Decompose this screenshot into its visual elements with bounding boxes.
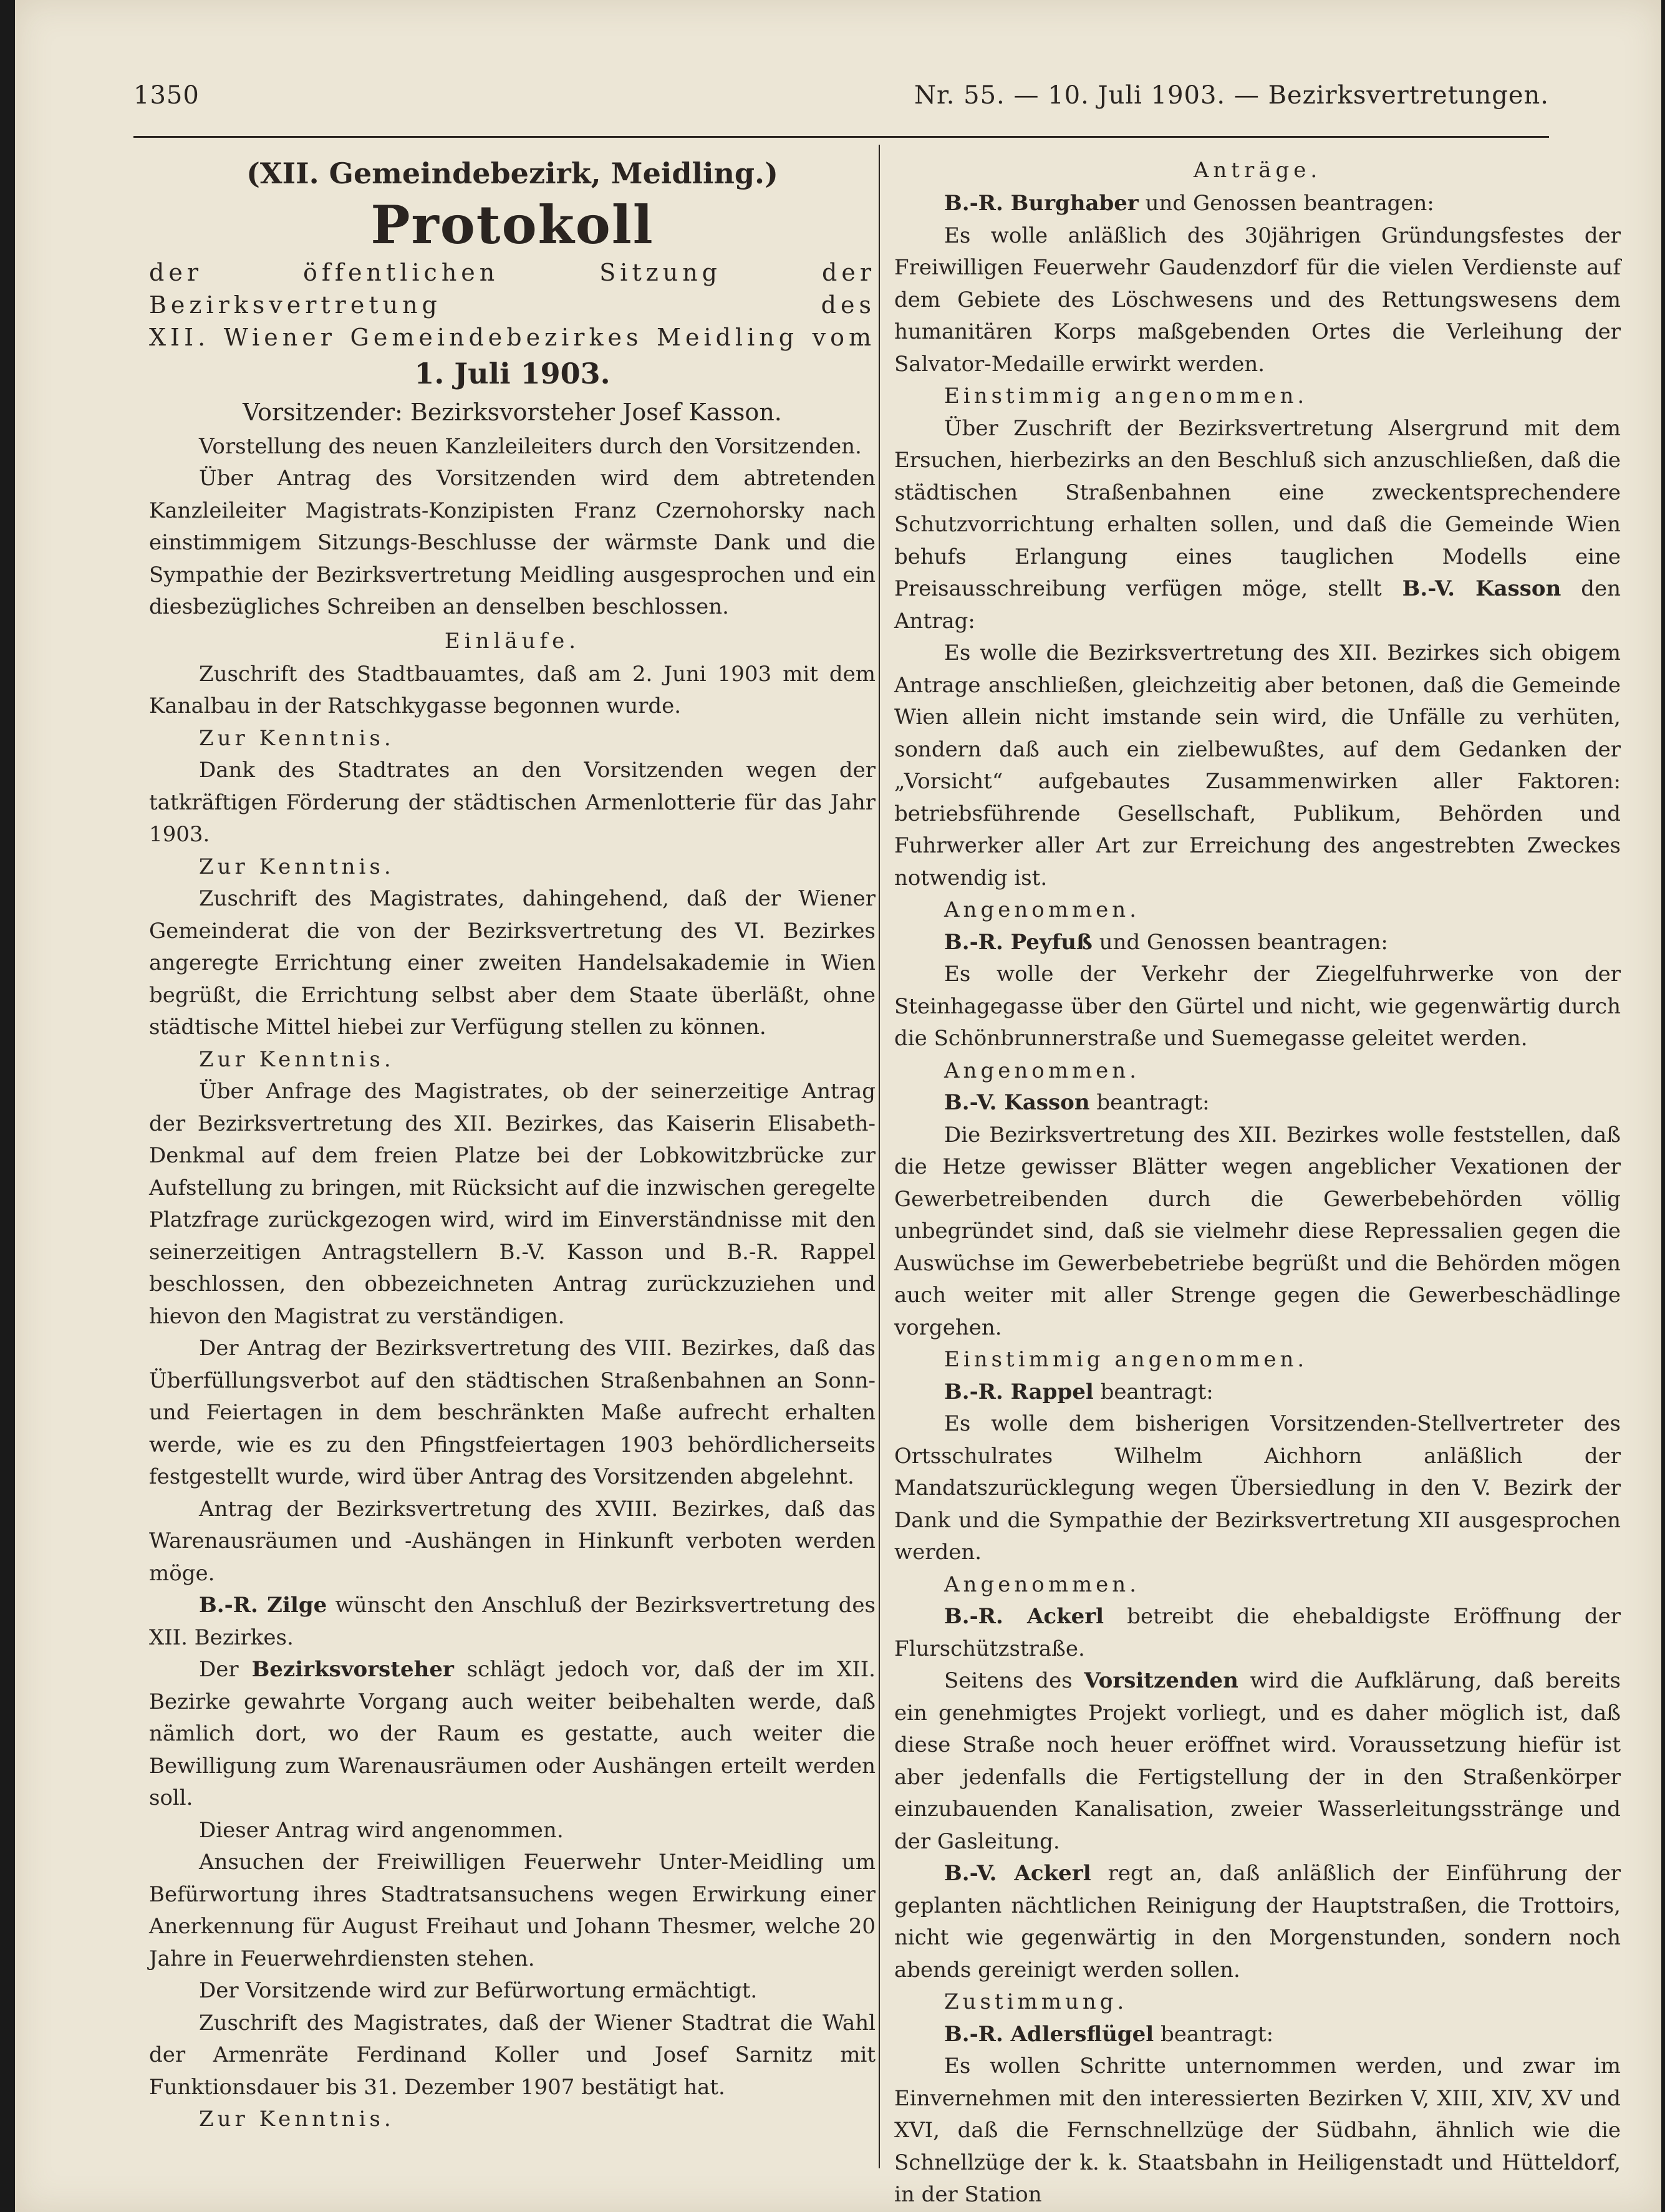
resolution: Angenommen. (944, 897, 1141, 922)
speaker-name: B.-R. Ackerl (944, 1604, 1104, 1629)
page-number: 1350 (133, 81, 200, 110)
paragraph: Über Antrag des Vorsitzenden wird dem abtretenden Kanzleileiter Magistrats-Konzipisten Franz Czernohorsky nach einstimmigem Sitzungs-Beschlusse der wärmste Dank und die Sympathie der Bezirksvertretung Meidling ausgesprochen und ein diesbezügliches Schreiben an denselben beschlossen. (149, 466, 876, 619)
paragraph: Zuschrift des Stadtbauamtes, daß am 2. Juni 1903 mit dem Kanalbau in der Ratschkygasse begonnen wurde. (149, 661, 876, 718)
paragraph: Es wolle die Bezirksvertretung des XII. Bezirkes sich obigem Antrage anschließen, gleichzeitig aber betonen, daß die Gemeinde Wien allein nicht imstande sein wird, die Unfälle zu verhüten, sondern daß auch ein zielbewußtes, auf dem Gedanken der „Vorsicht“ aufgebautes Zusammenwirken aller Faktoren: betriebsführende Gesellschaft, Publikum, Behörden und Fuhrwerker aller Art zur Erreichung des angestrebten Zweckes notwendig ist. (894, 640, 1621, 891)
resolution: Zur Kenntnis. (199, 854, 395, 879)
chair-line: Vorsitzender: Bezirksvorsteher Josef Kasson. (243, 398, 782, 426)
session-date: 1. Juli 1903. (414, 356, 610, 390)
paragraph: Der Vorsitzende wird zur Befürwortung ermächtigt. (199, 1978, 758, 2003)
paragraph (894, 1858, 1621, 1986)
header-rule (133, 136, 1549, 138)
paragraph-text: schlägt jedoch vor, daß der im XII. Bezirke gewahrte Vorgang auch weiter beibehalten werde, daß nämlich dort, wo der Raum es gestatte, auch weiter die Bewilligung zum Warenausräumen oder Aushängen erteilt werden soll. (149, 1657, 876, 1810)
resolution: Einstimmig angenommen. (944, 1347, 1308, 1372)
section-heading-antraege: Anträge. (1193, 158, 1322, 183)
speaker-name: B.-R. Rappel (944, 1379, 1094, 1404)
paragraph: Dank des Stadtrates an den Vorsitzenden wegen der tatkräftigen Förderung der städtischen Armenlotterie für das Jahr 1903. (149, 758, 876, 847)
speaker-name: Bezirksvorsteher (251, 1657, 454, 1682)
paragraph (149, 1654, 876, 1815)
paragraph: Vorstellung des neuen Kanzleileiters durch den Vorsitzenden. (199, 433, 862, 459)
paragraph (894, 188, 1621, 220)
running-title: Nr. 55. — 10. Juli 1903. — Bezirksvertretungen. (914, 81, 1549, 110)
paragraph-text: den Antrag: (894, 576, 1621, 634)
paragraph-text: beantragt: (1093, 1379, 1214, 1404)
paragraph (894, 927, 1621, 959)
paragraph-text: Über Zuschrift der Bezirksvertretung Alsergrund mit dem Ersuchen, hierbezirks an den Beschluß sich anzuschließen, daß die städtischen Straßenbahnen eine zweckentsprechendere Schutzvorrichtung erhalten sollen, und daß die Gemeinde Wien behufs Erlangung eines tauglichen Modells eine Preisausschreibung verfügen möge, stellt (894, 415, 1621, 601)
paragraph: Die Bezirksvertretung des XII. Bezirkes wolle feststellen, daß die Hetze gewisser Blätter wegen angeblicher Vexationen der Gewerbetreibenden durch die Gewerbebehörden völlig unbegründet sind, daß sie vielmehr diese Repressalien gegen die Auswüchse im Gewerbebetriebe begrüßt und die Behörden mögen auch weiter mit aller Strenge gegen die Gewerbeschädlinge vorgehen. (894, 1122, 1621, 1340)
district-heading: (XII. Gemeindebezirk, Meidling.) (246, 157, 778, 190)
paragraph: Es wollen Schritte unternommen werden, und zwar im Einvernehmen mit den interessierten Bezirken V, XIII, XIV, XV und XVI, daß die Fernschnellzüge der Südbahn, ähnlich wie die Schnellzüge der k. k. Staatsbahn in Heiligenstadt und Hütteldorf, in der Station (894, 2054, 1621, 2207)
paragraph: Ansuchen der Freiwilligen Feuerwehr Unter-Meidling um Befürwortung ihres Stadtratsansuchens wegen Erwirkung einer Anerkennung für August Freihaut und Johann Thesmer, welche 20 Jahre in Feuerwehrdiensten stehen. (149, 1850, 876, 1971)
resolution: Zur Kenntnis. (199, 1046, 395, 1072)
paragraph-text: Seitens des (944, 1668, 1084, 1693)
paragraph-text: wünscht den Anschluß der Bezirksvertretung des XII. Bezirkes. (149, 1593, 876, 1650)
paragraph-text: betreibt die ehebaldigste Eröffnung der Flurschützstraße. (894, 1604, 1621, 1661)
paragraph-text: regt an, daß anläßlich der Einführung der geplanten nächtlichen Reinigung der Hauptstraßen, die Trottoirs, nicht wie gegenwärtig in den Morgenstunden, sondern noch abends gereinigt werden sollen. (894, 1861, 1621, 1983)
right-column (894, 153, 1621, 2211)
paragraph (894, 1087, 1621, 1119)
resolution: Zustimmung. (944, 1989, 1128, 2014)
paragraph (894, 1376, 1621, 1409)
speaker-name: B.-R. Peyfuß (944, 929, 1093, 955)
column-divider (879, 145, 880, 2168)
paragraph: Es wolle anläßlich des 30jährigen Gründungsfestes der Freiwilligen Feuerwehr Gaudenzdorf für die vielen Verdienste auf dem Gebiete des Löschwesens und des Rettungswesens dem humanitären Korps maßgebenden Ortes die Verleihung der Salvator-Medaille erwirkt werden. (894, 223, 1621, 377)
resolution: Zur Kenntnis. (199, 725, 395, 751)
paragraph-text: und Genossen beantragen: (1138, 191, 1434, 216)
paragraph-text: Der (199, 1657, 252, 1682)
newspaper-page (15, 0, 1661, 2212)
paragraph: Der Antrag der Bezirksvertretung des VIII. Bezirkes, daß das Überfüllungsverbot auf den städtischen Straßenbahnen an Sonn- und Feiertagen in dem beschränkten Maße aufrecht erhalten werde, wie es zu den Pfingstfeiertagen 1903 behördlicherseits festgestellt wurde, wird über Antrag des Vorsitzenden abgelehnt. (149, 1336, 876, 1489)
paragraph (894, 1601, 1621, 1665)
speaker-name: B.-R. Burghaber (944, 191, 1139, 216)
paragraph (894, 1665, 1621, 1858)
speaker-name: B.-R. Adlersflügel (944, 2021, 1154, 2047)
page-header (133, 81, 1549, 131)
subtitle-line-1: der öffentlichen Sitzung der Bezirksvertretung des (149, 258, 876, 319)
resolution: Zur Kenntnis. (199, 2107, 395, 2132)
subtitle-line-2: XII. Wiener Gemeindebezirkes Meidling vom (149, 323, 876, 351)
paragraph: Antrag der Bezirksvertretung des XVIII. Bezirkes, daß das Warenausräumen und -Aushängen in Hinkunft verboten werden möge. (149, 1496, 876, 1586)
paragraph: Es wolle der Verkehr der Ziegelfuhrwerke von der Steinhagegasse über den Gürtel und nicht, wie gegenwärtig durch die Schönbrunnerstraße und Suemegasse geleitet werden. (894, 962, 1621, 1051)
paragraph: Zuschrift des Magistrates, daß der Wiener Stadtrat die Wahl der Armenräte Ferdinand Koller und Josef Sarnitz mit Funktionsdauer bis 31. Dezember 1907 bestätigt hat. (149, 2010, 876, 2100)
paragraph (894, 2019, 1621, 2051)
paragraph: Dieser Antrag wird angenommen. (199, 1817, 564, 1843)
paragraph (149, 1590, 876, 1654)
left-column (149, 153, 876, 2136)
speaker-name: B.-V. Ackerl (944, 1861, 1091, 1886)
resolution: Einstimmig angenommen. (944, 384, 1308, 408)
paragraph-text: wird die Aufklärung, daß bereits ein genehmigtes Projekt vorliegt, und es daher möglich ist, daß diese Straße noch heuer eröffnet wird. Voraussetzung hiefür ist aber jedenfalls die Fertigstellung der in den Straßenkörper einzubauenden Kanalisation, zweier Wasserleitungsstränge und der Gasleitung. (894, 1668, 1621, 1854)
paragraph: Zuschrift des Magistrates, dahingehend, daß der Wiener Gemeinderat die von der Bezirksvertretung des VI. Bezirkes angeregte Errichtung einer zweiten Handelsakademie in Wien begrüßt, die Errichtung selbst aber dem Staate überläßt, ohne städtische Mittel hiebei zur Verfügung stellen zu können. (149, 886, 876, 1040)
speaker-name: Vorsitzenden (1084, 1668, 1238, 1693)
speaker-name: B.-V. Kasson (944, 1090, 1090, 1115)
speaker-name: B.-R. Zilge (199, 1593, 327, 1618)
section-heading-einlaeufe: Einläufe. (444, 628, 581, 654)
paragraph-text: und Genossen beantragen: (1092, 929, 1388, 955)
paragraph (894, 413, 1621, 638)
paragraph: Es wolle dem bisherigen Vorsitzenden-Stellvertreter des Ortsschulrates Wilhelm Aichhorn anläßlich der Mandatszurücklegung wegen Übersiedlung in den V. Bezirk der Dank und die Sympathie der Bezirksvertretung XII ausgesprochen werden. (894, 1411, 1621, 1565)
resolution: Angenommen. (944, 1058, 1141, 1083)
speaker-name: B.-V. Kasson (1381, 576, 1561, 601)
paragraph-text: beantragt: (1089, 1090, 1210, 1115)
resolution: Angenommen. (944, 1572, 1141, 1597)
paragraph: Über Anfrage des Magistrates, ob der seinerzeitige Antrag der Bezirksvertretung des XII. Bezirkes, das Kaiserin Elisabeth-Denkmal auf dem freien Platze bei der Lobkowitzbrücke zur Aufstellung zu bringen, mit Rücksicht auf die inzwischen geregelte Platzfrage zurückgezogen wird, wird im Einverständnisse mit den seinerzeitigen Antragstellern B.-V. Kasson und B.-R. Rappel beschlossen, den obbezeichneten Antrag zurückzuziehen und hievon den Magistrat zu verständigen. (149, 1079, 876, 1329)
paragraph-text: beantragt: (1154, 2021, 1274, 2047)
document-title: Protokoll (370, 193, 654, 256)
